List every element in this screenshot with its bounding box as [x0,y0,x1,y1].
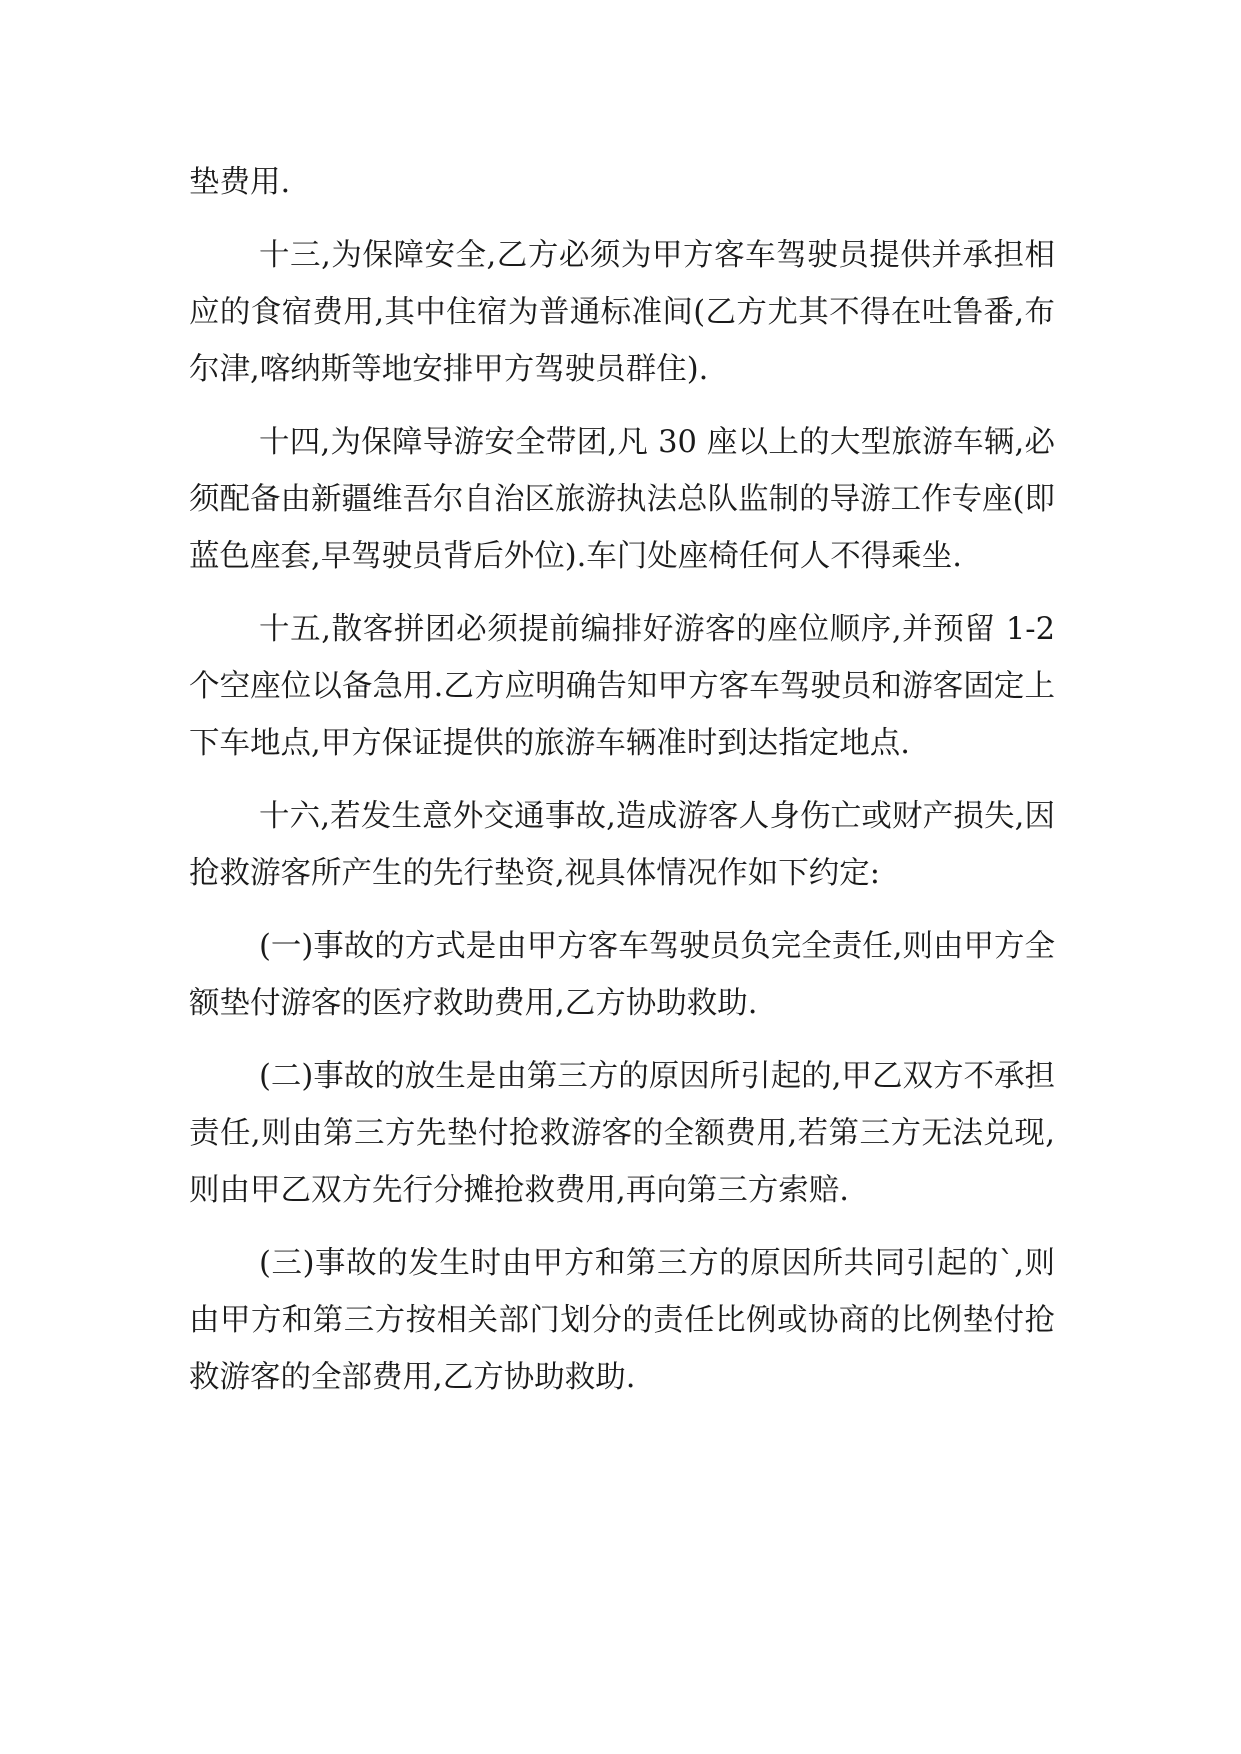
paragraph-continuation: 垫费用. [189,165,291,200]
document-page [189,154,1055,1422]
paragraph-clause-16-item-2: (二)事故的放生是由第三方的原因所引起的,甲乙双方不承担责任,则由第三方先垫付抢救游客的全额费用,若第三方无法兑现,则由甲乙双方先行分摊抢救费用,再向第三方索赔. [189,1059,1055,1208]
paragraph-clause-16-item-1: (一)事故的方式是由甲方客车驾驶员负完全责任,则由甲方全额垫付游客的医疗救助费用,乙方协助救助. [189,929,1055,1021]
paragraph-clause-16-item-3: (三)事故的发生时由甲方和第三方的原因所共同引起的`,则由甲方和第三方按相关部门划分的责任比例或协商的比例垫付抢救游客的全部费用,乙方协助救助. [189,1246,1055,1395]
paragraph-clause-15: 十五,散客拼团必须提前编排好游客的座位顺序,并预留 1-2 个空座位以备急用.乙方应明确告知甲方客车驾驶员和游客固定上下车地点,甲方保证提供的旅游车辆准时到达指定地点. [189,612,1055,761]
paragraph-clause-16: 十六,若发生意外交通事故,造成游客人身伤亡或财产损失,因抢救游客所产生的先行垫资,视具体情况作如下约定: [189,799,1055,891]
paragraph-clause-14: 十四,为保障导游安全带团,凡 30 座以上的大型旅游车辆,必须配备由新疆维吾尔自治区旅游执法总队监制的导游工作专座(即蓝色座套,早驾驶员背后外位).车门处座椅任何人不得乘坐. [189,425,1055,574]
paragraph-clause-13: 十三,为保障安全,乙方必须为甲方客车驾驶员提供并承担相应的食宿费用,其中住宿为普通标准间(乙方尤其不得在吐鲁番,布尔津,喀纳斯等地安排甲方驾驶员群住). [189,238,1055,387]
